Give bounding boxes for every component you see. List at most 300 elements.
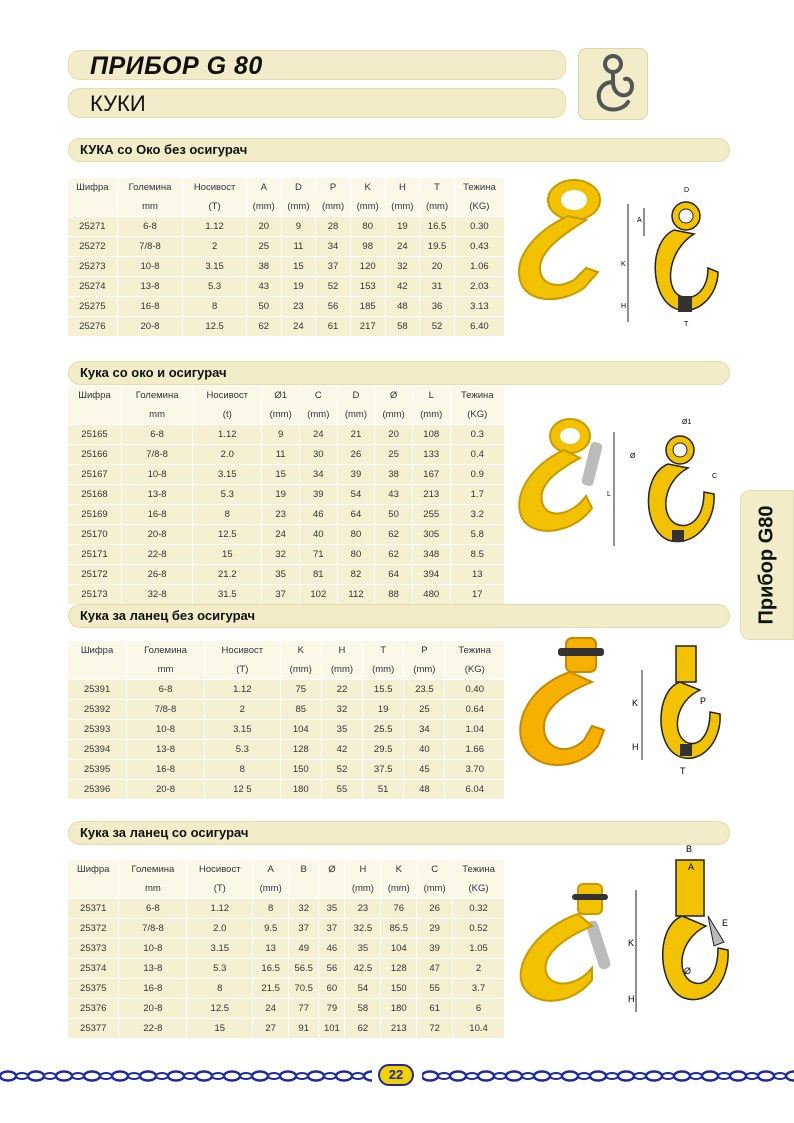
table-cell: 19 — [262, 485, 300, 505]
table-row — [68, 740, 504, 760]
chain-link — [494, 1073, 506, 1079]
table-cell: 0.3 — [450, 425, 504, 445]
table-cell: 108 — [412, 425, 450, 445]
column-header: Шифра — [68, 178, 117, 197]
column-header: (mm) — [350, 197, 385, 217]
table-cell: 185 — [350, 297, 385, 317]
table-cell: 43 — [375, 485, 413, 505]
column-header: H — [321, 641, 362, 660]
column-header: (mm) — [363, 660, 404, 680]
table-cell: 22-8 — [122, 545, 193, 565]
column-header: (KG) — [450, 405, 504, 425]
table-cell: 39 — [337, 465, 375, 485]
column-header: P — [404, 641, 445, 660]
table-cell: 23.5 — [404, 680, 445, 700]
table-cell: 0.43 — [454, 237, 504, 257]
page-subtitle: КУКИ — [90, 91, 146, 116]
table-cell: 19 — [363, 700, 404, 720]
table-cell: 25373 — [68, 939, 119, 959]
table-cell: 25167 — [68, 465, 122, 485]
table-header-row — [68, 197, 504, 217]
table-cell: 3.2 — [450, 505, 504, 525]
table-cell: 25 — [404, 700, 445, 720]
chain-link — [634, 1073, 646, 1079]
table-cell: 255 — [412, 505, 450, 525]
table-cell: 25393 — [68, 720, 127, 740]
section-eye-hook-bar — [68, 138, 730, 162]
chain-link — [324, 1073, 336, 1079]
table-cell: 1.12 — [193, 425, 262, 445]
subtitle-bar — [68, 88, 566, 118]
table-cell: 15 — [193, 545, 262, 565]
dim-label-p: P — [700, 696, 707, 706]
table-cell: 3.7 — [453, 979, 504, 999]
chain-link — [212, 1073, 224, 1079]
table-cell: 13-8 — [127, 740, 205, 760]
table-cell: 348 — [412, 545, 450, 565]
column-header: H — [345, 860, 381, 879]
table-cell: 1.66 — [445, 740, 504, 760]
table-cell: 180 — [280, 780, 321, 800]
table-cell: 85.5 — [381, 919, 417, 939]
column-header: (mm) — [345, 879, 381, 899]
table-cell: 9 — [262, 425, 300, 445]
clevis-hook-diagram — [624, 640, 730, 778]
chain-link — [606, 1073, 618, 1079]
table-cell: 10-8 — [122, 465, 193, 485]
column-header: mm — [127, 660, 205, 680]
table-cell: 88 — [375, 585, 413, 605]
table-cell: 3.15 — [193, 465, 262, 485]
chain-link — [156, 1073, 168, 1079]
table-cell: 180 — [381, 999, 417, 1019]
table-cell: 16-8 — [122, 505, 193, 525]
table-cell: 13-8 — [117, 277, 183, 297]
table-cell: 21 — [337, 425, 375, 445]
column-header: Шифра — [68, 860, 119, 879]
page-title: ПРИБОР G 80 — [90, 52, 263, 80]
table-cell: 13 — [253, 939, 289, 959]
table-cell: 12.5 — [193, 525, 262, 545]
table-row — [68, 919, 504, 939]
table-cell: 16-8 — [127, 760, 205, 780]
table-cell: 75 — [280, 680, 321, 700]
table-cell: 25173 — [68, 585, 122, 605]
table-row — [68, 700, 504, 720]
table-cell: 9.5 — [253, 919, 289, 939]
table-cell: 54 — [345, 979, 381, 999]
eye-hook-latch-photo — [506, 412, 612, 542]
column-header: mm — [119, 879, 187, 899]
table-cell: 64 — [375, 565, 413, 585]
chain-link — [252, 1072, 268, 1081]
table-cell: 62 — [246, 317, 281, 337]
table-cell: 22 — [321, 680, 362, 700]
chain-link — [690, 1073, 702, 1079]
table-cell: 25391 — [68, 680, 127, 700]
table-row — [68, 445, 504, 465]
table-cell: 20 — [246, 217, 281, 237]
table-cell: 10-8 — [127, 720, 205, 740]
table-cell: 32 — [321, 700, 362, 720]
table-cell: 10.4 — [453, 1019, 504, 1039]
table-cell: 91 — [289, 1019, 319, 1039]
table-cell: 0.4 — [450, 445, 504, 465]
table-cell: 48 — [404, 780, 445, 800]
column-header: Големина — [122, 386, 193, 405]
column-header: (mm) — [417, 879, 453, 899]
hook-logo-icon — [578, 48, 648, 120]
table-cell: 20 — [375, 425, 413, 445]
column-header: Тежина — [454, 178, 504, 197]
table-cell: 77 — [289, 999, 319, 1019]
column-header: Тежина — [453, 860, 504, 879]
table-cell: 25169 — [68, 505, 122, 525]
chain-link — [646, 1072, 662, 1081]
chain-link — [478, 1072, 494, 1081]
table-cell: 52 — [316, 277, 351, 297]
table-cell: 26-8 — [122, 565, 193, 585]
column-header: (mm) — [281, 197, 316, 217]
table-cell: 58 — [345, 999, 381, 1019]
chain-link — [758, 1072, 774, 1081]
column-header: T — [420, 178, 455, 197]
column-header: (mm) — [412, 405, 450, 425]
dim-label-phi1: Ø1 — [682, 419, 692, 426]
table-cell: 24 — [281, 317, 316, 337]
table-cell: 24 — [299, 425, 337, 445]
column-header — [68, 405, 122, 425]
table-cell: 42.5 — [345, 959, 381, 979]
table-cell: 25172 — [68, 565, 122, 585]
table-cell: 46 — [299, 505, 337, 525]
table-cell: 2.03 — [454, 277, 504, 297]
chain-link — [44, 1073, 56, 1079]
table-cell: 40 — [299, 525, 337, 545]
table-cell: 8.5 — [450, 545, 504, 565]
table-cell: 79 — [319, 999, 345, 1019]
table-cell: 25396 — [68, 780, 127, 800]
column-header: (mm) — [381, 879, 417, 899]
table-cell: 25272 — [68, 237, 117, 257]
table-cell: 32 — [262, 545, 300, 565]
table-cell: 25371 — [68, 899, 119, 919]
table-cell: 72 — [417, 1019, 453, 1039]
dim-label-phi: Ø — [684, 966, 692, 976]
table-cell: 31.5 — [193, 585, 262, 605]
table-cell: 11 — [262, 445, 300, 465]
table-cell: 3.15 — [187, 939, 253, 959]
column-header: (KG) — [445, 660, 504, 680]
table-cell: 80 — [337, 525, 375, 545]
table-cell: 2 — [204, 700, 280, 720]
table-row — [68, 720, 504, 740]
table-cell: 2.0 — [187, 919, 253, 939]
table-cell: 11 — [281, 237, 316, 257]
table-cell: 16.5 — [420, 217, 455, 237]
table-cell: 3.13 — [454, 297, 504, 317]
table-row — [68, 959, 504, 979]
table-cell: 36 — [420, 297, 455, 317]
table-cell: 23 — [281, 297, 316, 317]
table-cell: 52 — [321, 760, 362, 780]
table-cell: 15 — [187, 1019, 253, 1039]
table-cell: 81 — [299, 565, 337, 585]
table-cell: 24 — [262, 525, 300, 545]
chain-link — [466, 1073, 478, 1079]
table-cell: 51 — [363, 780, 404, 800]
chain-link — [184, 1073, 196, 1079]
table-cell: 0.30 — [454, 217, 504, 237]
table-cell: 25170 — [68, 525, 122, 545]
dim-label-h: H — [621, 303, 627, 310]
table-cell: 25375 — [68, 979, 119, 999]
table-cell: 213 — [381, 1019, 417, 1039]
column-header: (mm) — [262, 405, 300, 425]
table-cell: 2 — [453, 959, 504, 979]
side-tab-label: Прибор G80 — [755, 505, 778, 625]
title-bar — [68, 50, 566, 80]
table-row — [68, 999, 504, 1019]
clevis-hook-latch-diagram — [624, 842, 732, 1022]
chain-link — [28, 1072, 44, 1081]
table-row — [68, 780, 504, 800]
column-header: Ø1 — [262, 386, 300, 405]
table-header-row — [68, 660, 504, 680]
table-cell: 17 — [450, 585, 504, 605]
table-cell: 12 5 — [204, 780, 280, 800]
table-cell: 34 — [316, 237, 351, 257]
table-cell: 5.3 — [193, 485, 262, 505]
table-cell: 46 — [319, 939, 345, 959]
column-header: (KG) — [454, 197, 504, 217]
chain-link — [336, 1072, 352, 1081]
table-cell: 8 — [253, 899, 289, 919]
table-cell: 80 — [337, 545, 375, 565]
table-cell: 1.05 — [453, 939, 504, 959]
table-cell: 13-8 — [122, 485, 193, 505]
table-cell: 52 — [420, 317, 455, 337]
chain-link — [308, 1072, 324, 1081]
table-cell: 7/8-8 — [127, 700, 205, 720]
table-cell: 128 — [381, 959, 417, 979]
spec-table-clevis-hook-latch — [68, 860, 504, 1038]
table-cell: 29.5 — [363, 740, 404, 760]
table-cell: 16-8 — [117, 297, 183, 317]
table-cell: 5.3 — [183, 277, 247, 297]
table-row — [68, 505, 504, 525]
table-cell: 9 — [281, 217, 316, 237]
table-cell: 6-8 — [127, 680, 205, 700]
chain-link — [662, 1073, 674, 1079]
spec-table-eye-hook — [68, 178, 504, 336]
table-cell: 70.5 — [289, 979, 319, 999]
table-cell: 6 — [453, 999, 504, 1019]
table-cell: 23 — [345, 899, 381, 919]
clevis-hook-latch-photo — [506, 880, 616, 1012]
chain-link — [16, 1073, 28, 1079]
table-cell: 71 — [299, 545, 337, 565]
section-title: Кука со око и осигурач — [80, 365, 227, 380]
chain-link — [296, 1073, 308, 1079]
table-cell: 104 — [381, 939, 417, 959]
column-header: K — [381, 860, 417, 879]
table-cell: 34 — [404, 720, 445, 740]
table-cell: 37.5 — [363, 760, 404, 780]
table-cell: 19 — [385, 217, 420, 237]
section-title: Кука за ланец со осигурач — [80, 825, 249, 840]
table-cell: 56 — [316, 297, 351, 317]
table-cell: 112 — [337, 585, 375, 605]
dim-label-h: H — [632, 742, 639, 752]
table-cell: 22-8 — [119, 1019, 187, 1039]
table-cell: 8 — [187, 979, 253, 999]
table-cell: 34 — [299, 465, 337, 485]
column-header: Големина — [127, 641, 205, 660]
table-cell: 21.2 — [193, 565, 262, 585]
column-header: Носивост — [193, 386, 262, 405]
table-cell: 102 — [299, 585, 337, 605]
table-cell: 15 — [262, 465, 300, 485]
table-row — [68, 525, 504, 545]
table-cell: 26 — [417, 899, 453, 919]
column-header: P — [316, 178, 351, 197]
column-header: (T) — [204, 660, 280, 680]
table-cell: 480 — [412, 585, 450, 605]
table-row — [68, 425, 504, 445]
column-header — [68, 197, 117, 217]
column-header: Големина — [117, 178, 183, 197]
chain-left-decoration — [0, 1066, 372, 1086]
table-cell: 56 — [319, 959, 345, 979]
table-cell: 64 — [337, 505, 375, 525]
table-cell: 25 — [246, 237, 281, 257]
table-cell: 24 — [385, 237, 420, 257]
chain-link — [196, 1072, 212, 1081]
table-cell: 5.3 — [204, 740, 280, 760]
table-cell: 25392 — [68, 700, 127, 720]
column-header: Носивост — [183, 178, 247, 197]
table-cell: 32 — [385, 257, 420, 277]
table-cell: 1.12 — [187, 899, 253, 919]
clevis-hook-photo — [508, 632, 612, 780]
table-header-row — [68, 386, 504, 405]
table-cell: 76 — [381, 899, 417, 919]
page-number: 22 — [378, 1064, 414, 1086]
table-cell: 1.04 — [445, 720, 504, 740]
column-header: C — [417, 860, 453, 879]
dim-label-t: T — [680, 766, 686, 776]
table-cell: 25394 — [68, 740, 127, 760]
table-row — [68, 979, 504, 999]
chain-link — [438, 1073, 450, 1079]
table-cell: 0.32 — [453, 899, 504, 919]
dim-label-l: L — [607, 491, 611, 498]
table-cell: 26 — [337, 445, 375, 465]
column-header: (mm) — [253, 879, 289, 899]
column-header: mm — [122, 405, 193, 425]
chain-right-decoration — [422, 1066, 794, 1086]
table-row — [68, 760, 504, 780]
table-cell: 13-8 — [119, 959, 187, 979]
table-cell: 120 — [350, 257, 385, 277]
table-cell: 35 — [321, 720, 362, 740]
table-cell: 25171 — [68, 545, 122, 565]
column-header: L — [412, 386, 450, 405]
table-cell: 37 — [319, 919, 345, 939]
table-cell: 1.06 — [454, 257, 504, 277]
table-cell: 62 — [345, 1019, 381, 1039]
column-header: B — [289, 860, 319, 879]
chain-link — [84, 1072, 100, 1081]
table-cell: 1.12 — [204, 680, 280, 700]
chain-link — [718, 1073, 730, 1079]
table-cell: 27 — [253, 1019, 289, 1039]
table-cell: 7/8-8 — [122, 445, 193, 465]
table-header-row — [68, 178, 504, 197]
table-row — [68, 217, 504, 237]
table-cell: 43 — [246, 277, 281, 297]
table-cell: 56.5 — [289, 959, 319, 979]
table-cell: 133 — [412, 445, 450, 465]
table-cell: 0.40 — [445, 680, 504, 700]
column-header: K — [280, 641, 321, 660]
table-cell: 42 — [385, 277, 420, 297]
column-header: (mm) — [299, 405, 337, 425]
chain-link — [774, 1073, 786, 1079]
chain-link — [112, 1072, 128, 1081]
chain-link — [280, 1072, 296, 1081]
chain-link — [590, 1072, 606, 1081]
column-header: C — [299, 386, 337, 405]
column-header: (mm) — [246, 197, 281, 217]
table-row — [68, 317, 504, 337]
table-cell: 54 — [337, 485, 375, 505]
table-cell: 10-8 — [117, 257, 183, 277]
chain-link — [702, 1072, 718, 1081]
table-cell: 6.40 — [454, 317, 504, 337]
column-header: D — [281, 178, 316, 197]
table-cell: 305 — [412, 525, 450, 545]
column-header: (mm) — [337, 405, 375, 425]
table-cell: 25376 — [68, 999, 119, 1019]
table-cell: 55 — [417, 979, 453, 999]
table-cell: 0.9 — [450, 465, 504, 485]
table-header-row — [68, 860, 504, 879]
table-cell: 213 — [412, 485, 450, 505]
table-cell: 12.5 — [183, 317, 247, 337]
table-cell: 12.5 — [187, 999, 253, 1019]
table-cell: 49 — [289, 939, 319, 959]
chain-link — [786, 1072, 794, 1081]
table-cell: 25377 — [68, 1019, 119, 1039]
table-cell: 25166 — [68, 445, 122, 465]
table-row — [68, 277, 504, 297]
dim-label-e: E — [722, 918, 729, 928]
column-header: (KG) — [453, 879, 504, 899]
table-cell: 104 — [280, 720, 321, 740]
table-cell: 25374 — [68, 959, 119, 979]
column-header — [319, 879, 345, 899]
chain-link — [522, 1073, 534, 1079]
table-cell: 20 — [420, 257, 455, 277]
column-header: A — [246, 178, 281, 197]
table-row — [68, 545, 504, 565]
table-cell: 19.5 — [420, 237, 455, 257]
table-cell: 6-8 — [117, 217, 183, 237]
table-cell: 16.5 — [253, 959, 289, 979]
table-row — [68, 485, 504, 505]
